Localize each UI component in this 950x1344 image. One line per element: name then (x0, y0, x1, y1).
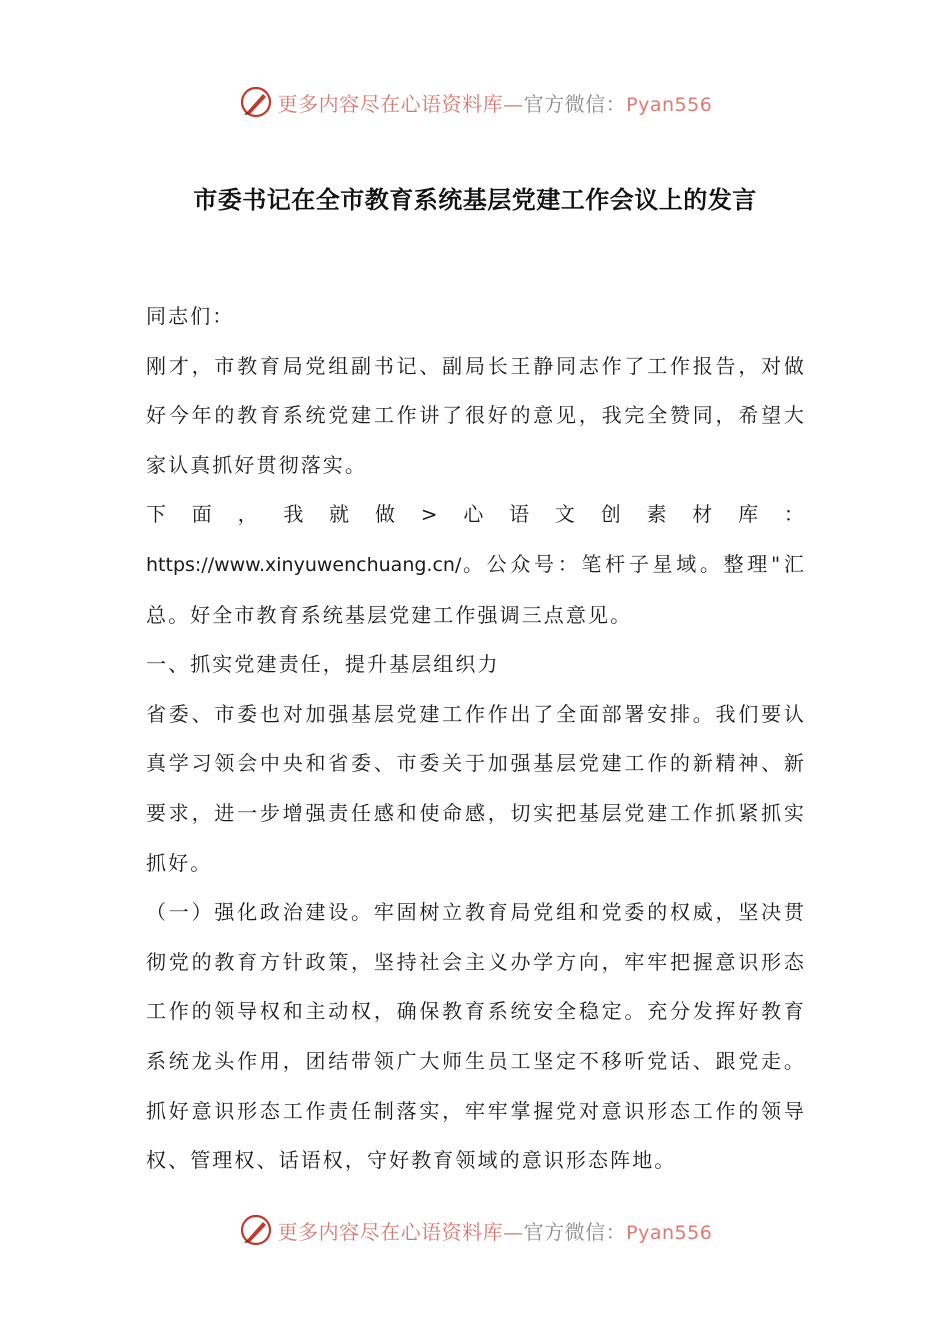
paragraph: 省委、市委也对加强基层党建工作作出了全面部署安排。我们要认真学习领会中央和省委、市委关于加强基层党建工作的新精神、新要求，进一步增强责任感和使命感，切实把基层党建工作抓紧抓实抓好。 (146, 701, 806, 875)
paragraph-intro (146, 490, 806, 640)
pen-logo-icon (238, 84, 274, 120)
source-url-link[interactable]: https://www.xinyuwenchuang.cn/ (146, 553, 462, 576)
banner-text (278, 88, 713, 117)
banner-official: 官方微信： (523, 91, 627, 116)
banner-dash: — (503, 91, 524, 116)
banner-prefix: 更多内容尽在心语资料库 (277, 1219, 504, 1244)
intro-before-url: 下面，我就做>心语文创素材库： (146, 502, 806, 527)
banner-text (278, 1216, 713, 1245)
paragraph: （一）强化政治建设。牢固树立教育局党组和党委的权威，坚决贯彻党的教育方针政策，坚持社会主义办学方向，牢牢把握意识形态工作的领导权和主动权，确保教育系统安全稳定。充分发挥好教育系统龙头作用，团结带领广大师生员工坚定不移听党话、跟党走。抓好意识形态工作责任制落实，牢牢掌握党对意识形态工作的领导权、管理权、话语权，守好教育领域的意识形态阵地。 (146, 900, 806, 1173)
banner-official: 官方微信： (523, 1219, 627, 1244)
intro-after-url: 。公众号：笔杆子星域。整理"汇总。好全市教育系统基层党建工作强调三点意见。 (146, 551, 806, 627)
footer-banner (0, 1210, 950, 1250)
document-body (146, 292, 806, 1186)
banner-wechat-id: Pyan556 (626, 1221, 713, 1244)
paragraph: 同志们： (146, 304, 235, 328)
header-banner (0, 82, 950, 122)
pen-logo-icon (238, 1212, 274, 1248)
banner-wechat-id: Pyan556 (626, 93, 713, 116)
section-heading: 一、抓实党建责任，提升基层组织力 (146, 652, 500, 677)
paragraph: 刚才，市教育局党组副书记、副局长王静同志作了工作报告，对做好今年的教育系统党建工作讲了很好的意见，我完全赞同，希望大家认真抓好贯彻落实。 (146, 353, 806, 477)
banner-prefix: 更多内容尽在心语资料库 (277, 91, 504, 116)
document-title: 市委书记在全市教育系统基层党建工作会议上的发言 (193, 186, 757, 214)
banner-dash: — (503, 1219, 524, 1244)
